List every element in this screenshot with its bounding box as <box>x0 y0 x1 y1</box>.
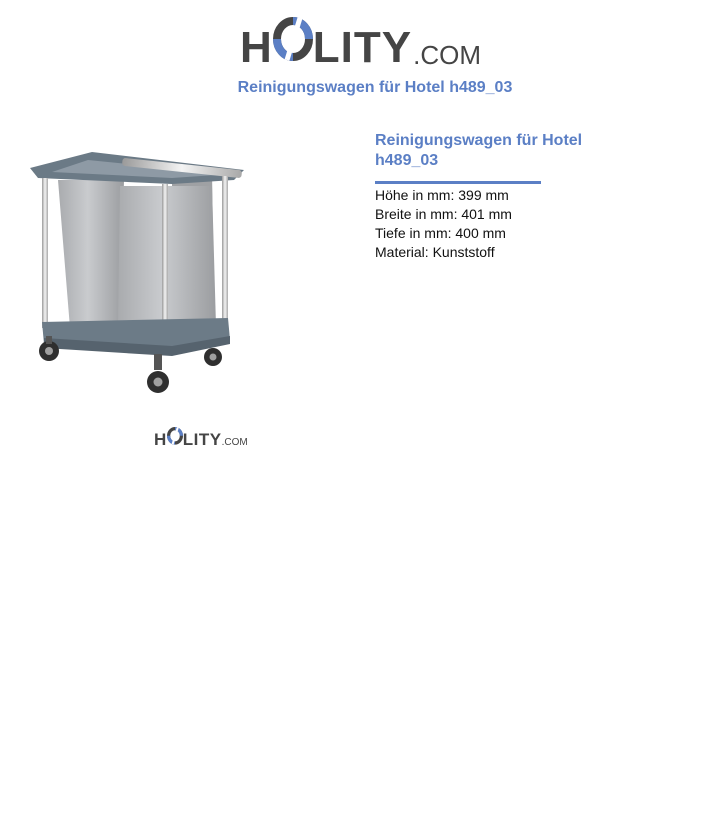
brand-logo[interactable] <box>240 12 481 73</box>
logo-letter-h: H <box>240 23 273 72</box>
spec-value: 399 mm <box>458 187 509 203</box>
spec-depth <box>375 224 512 243</box>
logo-letters-lity: LITY <box>182 430 222 449</box>
page-title: Reinigungswagen für Hotel h489_03 <box>237 79 513 96</box>
spec-label: Breite in mm: <box>375 206 458 222</box>
spec-label: Höhe in mm: <box>375 187 455 203</box>
logo-letter-h: H <box>154 430 167 449</box>
logo-domain-suffix: .COM <box>221 437 248 448</box>
spec-label: Tiefe in mm: <box>375 225 452 241</box>
title-underline-divider <box>375 181 541 184</box>
spec-value: Kunststoff <box>432 244 495 260</box>
brand-logo-small[interactable] <box>154 425 248 450</box>
cleaning-trolley-image <box>22 140 258 402</box>
spec-label: Material: <box>375 244 429 260</box>
spec-width <box>375 205 512 224</box>
spec-list <box>375 186 512 262</box>
spec-value: 401 mm <box>461 206 512 222</box>
product-title <box>375 131 605 171</box>
logo-o-mark-icon <box>167 425 183 450</box>
spec-material <box>375 243 512 262</box>
spec-value: 400 mm <box>455 225 506 241</box>
product-title-line-2: h489_03 <box>375 152 439 169</box>
logo-domain-suffix: .COM <box>413 40 481 70</box>
spec-height <box>375 186 512 205</box>
logo-o-mark-icon <box>273 12 313 73</box>
product-title-line-1: Reinigungswagen für Hotel <box>375 132 583 149</box>
logo-letters-lity: LITY <box>312 23 413 72</box>
